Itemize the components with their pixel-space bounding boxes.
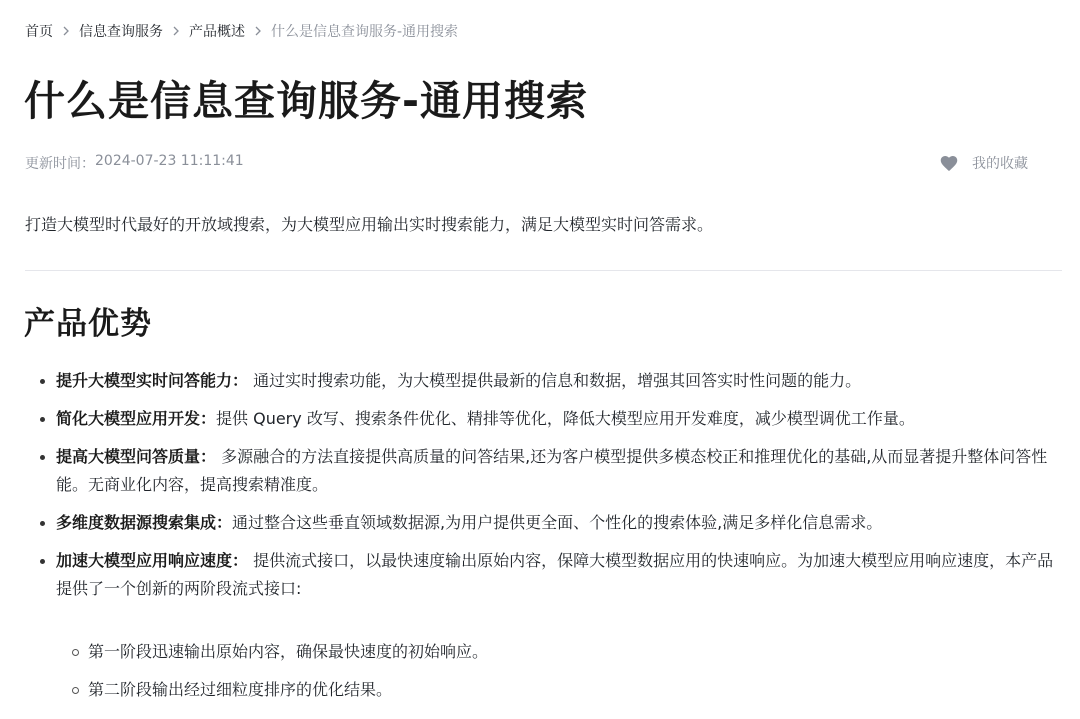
intro-text: 打造大模型时代最好的开放域搜索，为大模型应用输出实时搜索能力，满足大模型实时问答需求。 [25, 215, 714, 234]
list-item-desc: 通过实时搜索功能，为大模型提供最新的信息和数据，增强其回答实时性问题的能力。 [248, 371, 862, 390]
breadcrumb [25, 20, 458, 42]
list-item-desc: 提供流式接口，以最快速度输出原始内容，保障大模型数据应用的快速响应。为加速大模型应用响应速度，本产品提供了一个创新的两阶段流式接口: [56, 551, 1054, 598]
list-item [40, 547, 1060, 603]
sub-list-item: 第二阶段输出经过细粒度排序的优化结果。 [72, 676, 488, 704]
list-item-title: 提升大模型实时问答能力： [56, 371, 249, 390]
page-title: 什么是信息查询服务-通用搜索 [24, 77, 589, 125]
list-item [40, 443, 1060, 499]
list-item-title: 多维度数据源搜索集成： [56, 513, 233, 532]
section-title-advantages: 产品优势 [24, 306, 152, 342]
chevron-right-icon [62, 26, 70, 36]
chevron-right-icon [172, 26, 180, 36]
favorite-button[interactable] [940, 153, 1028, 173]
breadcrumb-home-link[interactable]: 首页 [25, 24, 53, 40]
favorite-label: 我的收藏 [972, 156, 1028, 172]
list-item [40, 367, 1060, 395]
meta-row [25, 152, 1028, 174]
list-item [40, 509, 1060, 537]
breadcrumb-service-link[interactable]: 信息查询服务 [79, 24, 163, 40]
streaming-stage-list [72, 638, 488, 714]
update-time-value: 2024-07-23 11:11:41 [95, 153, 244, 169]
breadcrumb-current: 什么是信息查询服务-通用搜索 [271, 24, 459, 40]
update-time [25, 153, 244, 173]
list-item [40, 405, 1060, 433]
update-time-label: 更新时间： [25, 156, 95, 172]
list-item-desc: 通过整合这些垂直领域数据源,为用户提供更全面、个性化的搜索体验,满足多样化信息需求。 [232, 513, 883, 532]
list-item-desc: 提供 Query 改写、搜索条件优化、精排等优化，降低大模型应用开发难度，减少模型调优工作量。 [216, 409, 915, 428]
divider [25, 270, 1062, 271]
list-item-title: 提高大模型问答质量： [56, 447, 217, 466]
advantages-list [40, 367, 1060, 613]
chevron-right-icon [254, 26, 262, 36]
sub-list-item: 第一阶段迅速输出原始内容，确保最快速度的初始响应。 [72, 638, 488, 666]
heart-icon [940, 155, 958, 172]
list-item-title: 加速大模型应用响应速度： [56, 551, 249, 570]
list-item-title: 简化大模型应用开发： [56, 409, 217, 428]
list-item-desc: 多源融合的方法直接提供高质量的问答结果,还为客户模型提供多模态校正和推理优化的基础,从而显著提升整体问答性能。无商业化内容，提高搜索精准度。 [56, 447, 1048, 494]
breadcrumb-overview-link[interactable]: 产品概述 [189, 24, 245, 40]
